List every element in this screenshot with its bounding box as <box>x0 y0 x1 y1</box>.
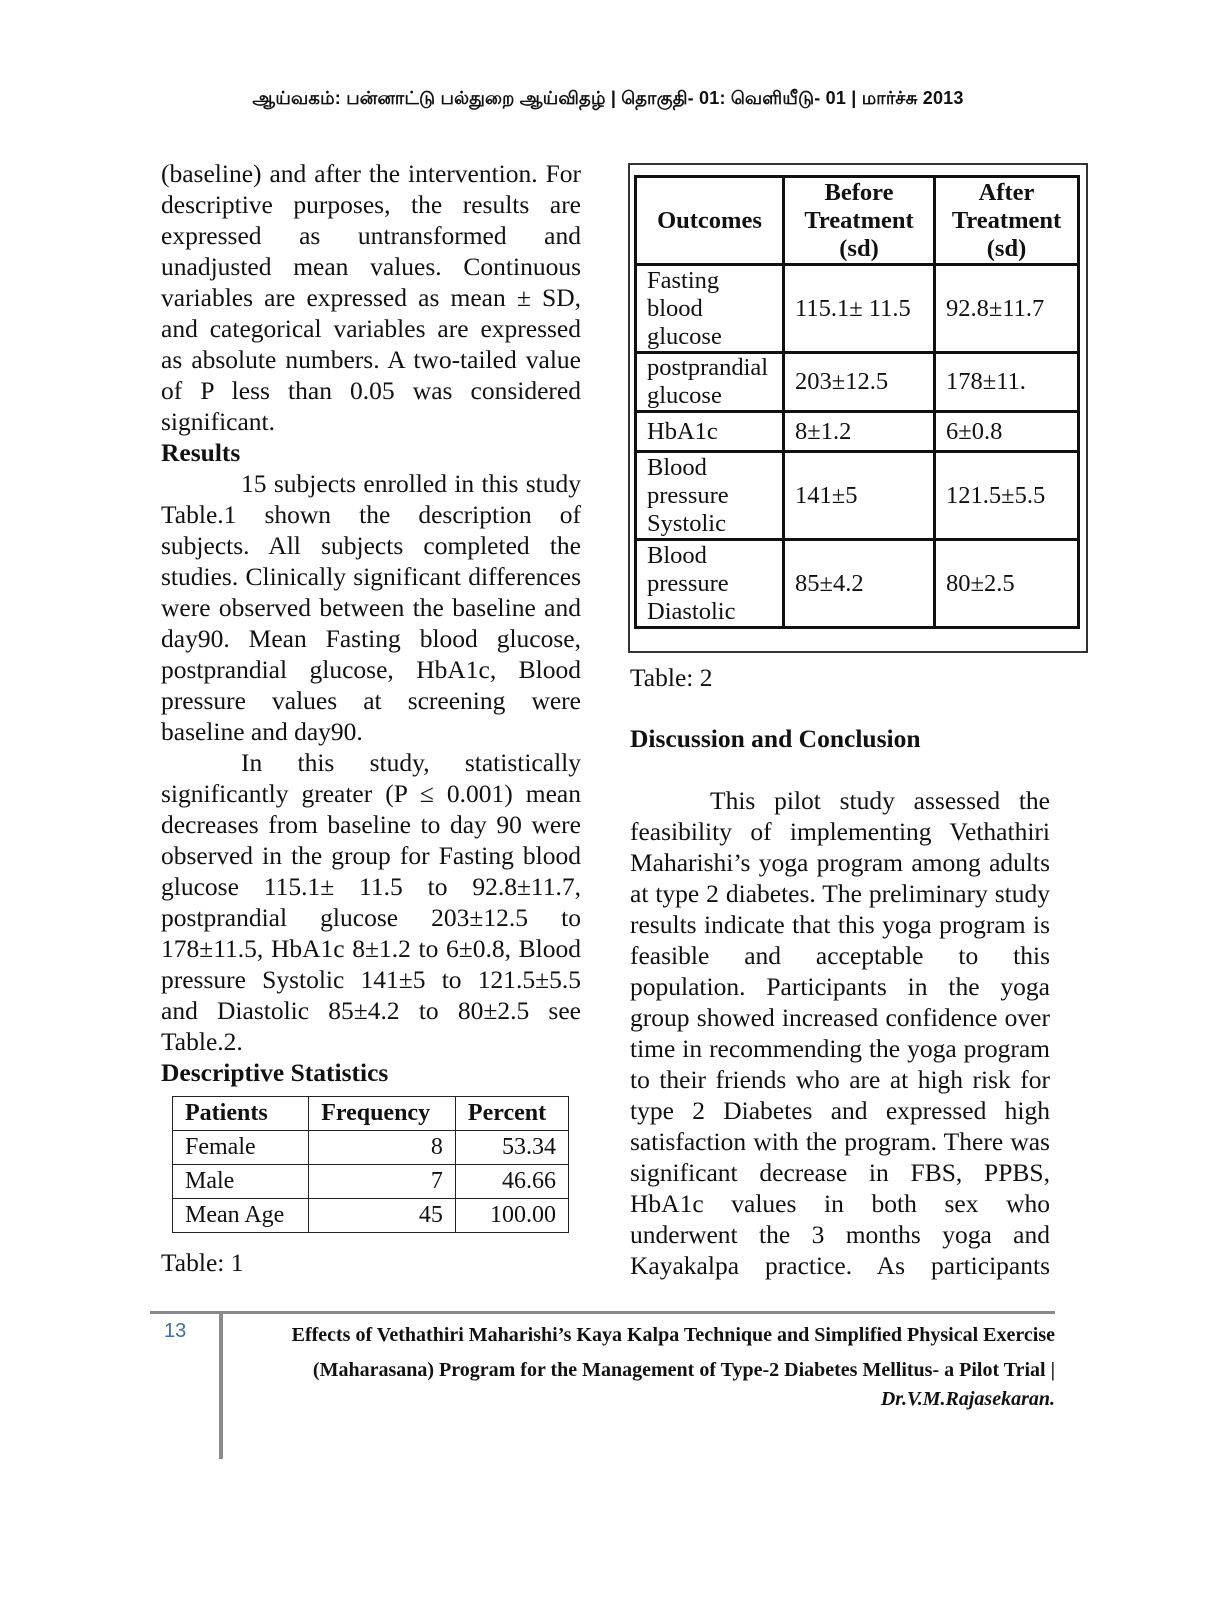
table-cell: 141±5 <box>784 452 935 540</box>
table-cell: 203±12.5 <box>784 353 935 412</box>
footer-author: Dr.V.M.Rajasekaran. <box>880 1388 1055 1410</box>
table-cell: 45 <box>309 1199 456 1233</box>
descriptive-statistics-heading: Descriptive Statistics <box>161 1058 389 1087</box>
table-header-row <box>636 177 1079 265</box>
table-cell: 92.8±11.7 <box>935 265 1079 353</box>
table-cell: Blood pressure Diastolic <box>636 540 784 628</box>
journal-header: ஆய்வகம்: பன்னாட்டு பல்துறை ஆய்விதழ் | தொகுதி- 01: வெளியீடு- 01 | மார்ச்சு 2013 <box>252 88 964 108</box>
page-number: 13 <box>164 1320 187 1342</box>
table-cell: 121.5±5.5 <box>935 452 1079 540</box>
outcomes-table <box>634 175 1080 629</box>
table2-caption: Table: 2 <box>630 663 713 692</box>
table-cell: 8 <box>309 1131 456 1165</box>
discussion-paragraph: This pilot study assessed the feasibility of implementing Vethathiri Maharishi’s yoga program among adults at type 2 diabetes. The preliminary study results indicate that this yoga program is feasible and acceptable to this population. Participants in the yoga group showed increased confidence over time in recommending the yoga program to their friends who are at high risk for type 2 Diabetes and expressed high satisfaction with the program. There was significant decrease in FBS, PPBS, HbA1c values in both sex who underwent the 3 months yoga and Kayakalpa practice. As participants <box>630 786 1050 1280</box>
footer-article-title: Effects of Vethathiri Maharishi’s Kaya Kalpa Technique and Simplified Physical Exercise (Maharasana) Program for the Management of Type-2 Diabetes Mellitus- a Pilot Trial | <box>291 1324 1055 1381</box>
table-cell: 8±1.2 <box>784 412 935 452</box>
table-header-cell: Frequency <box>309 1097 456 1131</box>
table-header-cell: Before Treatment (sd) <box>784 177 935 265</box>
table-cell: Mean Age <box>173 1199 309 1233</box>
table-cell: Fasting blood glucose <box>636 265 784 353</box>
table-cell: 6±0.8 <box>935 412 1079 452</box>
table-row <box>636 412 1079 452</box>
table-cell: 115.1± 11.5 <box>784 265 935 353</box>
table-header-row <box>173 1097 569 1131</box>
methods-paragraph: (baseline) and after the intervention. For descriptive purposes, the results are expressed as untransformed and unadjusted mean values. Continuous variables are expressed as mean ± SD, and categorical variables are expressed as absolute numbers. A two-tailed value of P less than 0.05 was considered significant. <box>161 159 581 436</box>
table-cell: 53.34 <box>455 1131 568 1165</box>
table-row <box>636 353 1079 412</box>
descriptive-statistics-table <box>172 1096 569 1233</box>
results-heading: Results <box>161 438 241 467</box>
results-paragraph-1: 15 subjects enrolled in this study Table.1 shown the description of subjects. All subjects completed the studies. Clinically significant differences were observed between the baseline and day90. Mean Fasting blood glucose, postprandial glucose, HbA1c, Blood pressure values at screening were baseline and day90. <box>161 469 581 746</box>
footer-divider <box>150 1311 1055 1314</box>
table-cell: Blood pressure Systolic <box>636 452 784 540</box>
table-cell: Male <box>173 1165 309 1199</box>
table-cell: 80±2.5 <box>935 540 1079 628</box>
table-header-cell: Patients <box>173 1097 309 1131</box>
results-paragraph-2: In this study, statistically significantly greater (P ≤ 0.001) mean decreases from baseline to day 90 were observed in the group for Fasting blood glucose 115.1± 11.5 to 92.8±11.7, postprandial glucose 203±12.5 to 178±11.5, HbA1c 8±1.2 to 6±0.8, Blood pressure Systolic 141±5 to 121.5±5.5 and Diastolic 85±4.2 to 80±2.5 see Table.2. <box>161 748 581 1056</box>
table1-caption: Table: 1 <box>161 1248 244 1277</box>
table-cell: postprandial glucose <box>636 353 784 412</box>
table-row <box>173 1199 569 1233</box>
discussion-heading: Discussion and Conclusion <box>630 724 921 753</box>
table-cell: 7 <box>309 1165 456 1199</box>
table-cell: Female <box>173 1131 309 1165</box>
left-column <box>161 158 581 1088</box>
table-header-cell: Percent <box>455 1097 568 1131</box>
table-cell: 85±4.2 <box>784 540 935 628</box>
table-cell: 100.00 <box>455 1199 568 1233</box>
table-cell: 46.66 <box>455 1165 568 1199</box>
table-header-cell: After Treatment (sd) <box>935 177 1079 265</box>
table-row <box>636 265 1079 353</box>
table-cell: HbA1c <box>636 412 784 452</box>
footer-vertical-divider <box>219 1311 223 1459</box>
table-row <box>173 1165 569 1199</box>
table-header-cell: Outcomes <box>636 177 784 265</box>
table-row <box>636 452 1079 540</box>
table-cell: 178±11. <box>935 353 1079 412</box>
table-row <box>173 1131 569 1165</box>
table-row <box>636 540 1079 628</box>
